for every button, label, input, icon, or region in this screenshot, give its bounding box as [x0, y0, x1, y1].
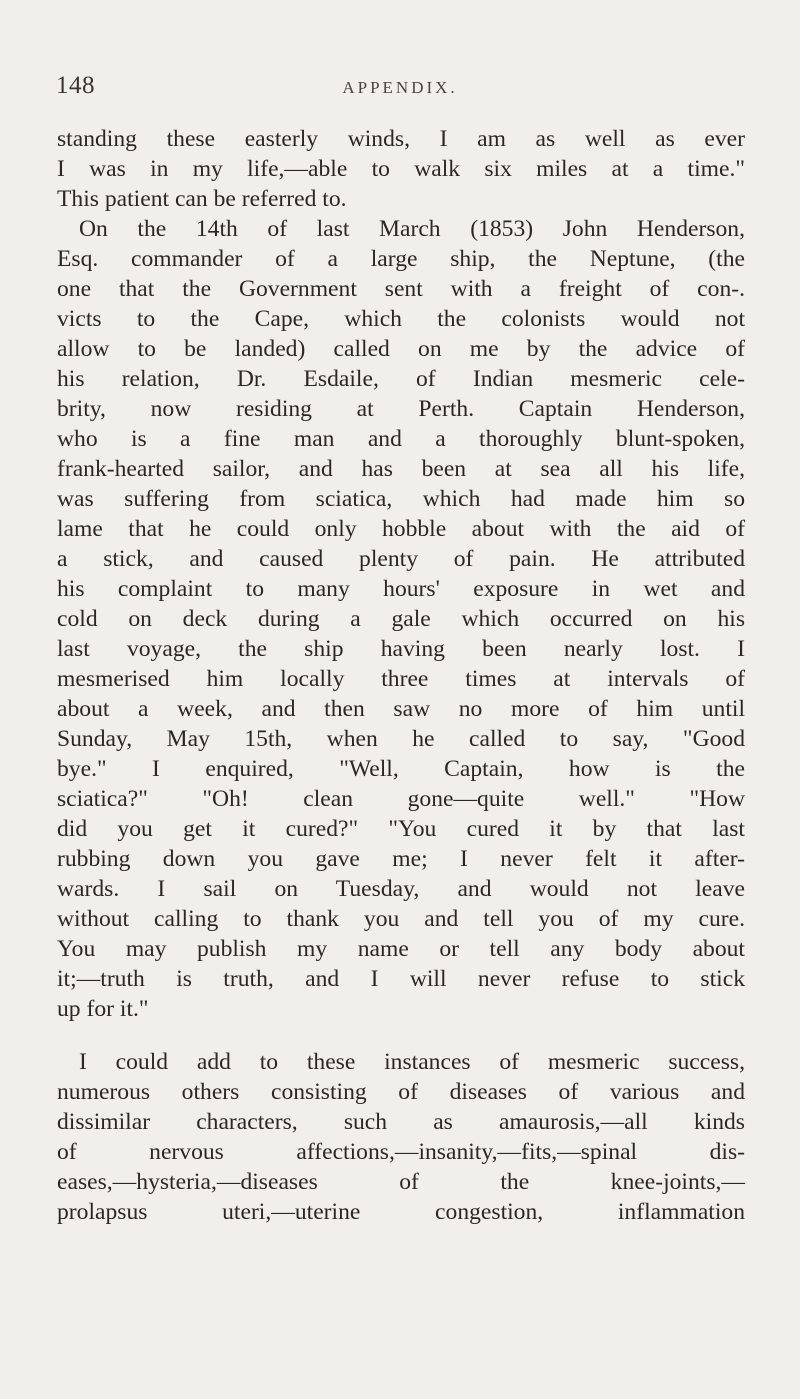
- paragraph-other-instances: [57, 1047, 745, 1227]
- text-line: did you get it cured?" "You cured it by that last: [57, 816, 745, 842]
- text-line: brity, now residing at Perth. Captain Henderson,: [57, 396, 745, 422]
- text-line: This patient can be referred to.: [57, 186, 347, 212]
- paragraph-continuation: [57, 124, 745, 214]
- text-line: I was in my life,—able to walk six miles at a time.": [57, 156, 745, 182]
- text-line: one that the Government sent with a freight of con-.: [57, 276, 745, 302]
- text-line: You may publish my name or tell any body about: [57, 936, 745, 962]
- text-line: last voyage, the ship having been nearly lost. I: [57, 636, 745, 662]
- text-line: of nervous affections,—insanity,—fits,—spinal dis-: [57, 1139, 745, 1165]
- paragraph-gap: [57, 1024, 745, 1047]
- text-line: frank-hearted sailor, and has been at sea all his life,: [57, 456, 745, 482]
- text-line: Esq. commander of a large ship, the Neptune, (the: [57, 246, 745, 272]
- text-line: numerous others consisting of diseases of various and: [57, 1079, 745, 1105]
- text-line: it;—truth is truth, and I will never refuse to stick: [57, 966, 745, 992]
- text-line: who is a fine man and a thoroughly blunt-spoken,: [57, 426, 745, 452]
- text-line: bye." I enquired, "Well, Captain, how is the: [57, 756, 745, 782]
- text-line: eases,—hysteria,—diseases of the knee-joints,—: [57, 1169, 745, 1195]
- text-line: sciatica?" "Oh! clean gone—quite well." "How: [57, 786, 745, 812]
- text-line: was suffering from sciatica, which had made him so: [57, 486, 745, 512]
- text-line: Sunday, May 15th, when he called to say, "Good: [57, 726, 745, 752]
- text-line: On the 14th of last March (1853) John Henderson,: [79, 216, 745, 242]
- text-line: allow to be landed) called on me by the advice of: [57, 336, 745, 362]
- text-line: a stick, and caused plenty of pain. He attributed: [57, 546, 745, 572]
- text-line: mesmerised him locally three times at intervals of: [57, 666, 745, 692]
- text-line: cold on deck during a gale which occurred on his: [57, 606, 745, 632]
- body-text: [57, 124, 745, 1227]
- text-line: standing these easterly winds, I am as well as ever: [57, 126, 745, 152]
- text-line: his complaint to many hours' exposure in wet and: [57, 576, 745, 602]
- page-header: [56, 72, 744, 104]
- text-line: prolapsus uteri,—uterine congestion, inflammation: [57, 1199, 745, 1225]
- text-line: his relation, Dr. Esdaile, of Indian mesmeric cele-: [57, 366, 745, 392]
- running-head: APPENDIX.: [342, 78, 458, 97]
- text-line: victs to the Cape, which the colonists would not: [57, 306, 745, 332]
- page-number: 148: [56, 72, 95, 99]
- paragraph-henderson-case: [57, 214, 745, 1024]
- text-line: without calling to thank you and tell you of my cure.: [57, 906, 745, 932]
- text-line: up for it.": [57, 996, 149, 1022]
- text-line: dissimilar characters, such as amaurosis,—all kinds: [57, 1109, 745, 1135]
- text-line: I could add to these instances of mesmeric success,: [79, 1049, 745, 1075]
- text-line: about a week, and then saw no more of him until: [57, 696, 745, 722]
- text-line: rubbing down you gave me; I never felt it after-: [57, 846, 745, 872]
- text-line: lame that he could only hobble about with the aid of: [57, 516, 745, 542]
- text-line: wards. I sail on Tuesday, and would not leave: [57, 876, 745, 902]
